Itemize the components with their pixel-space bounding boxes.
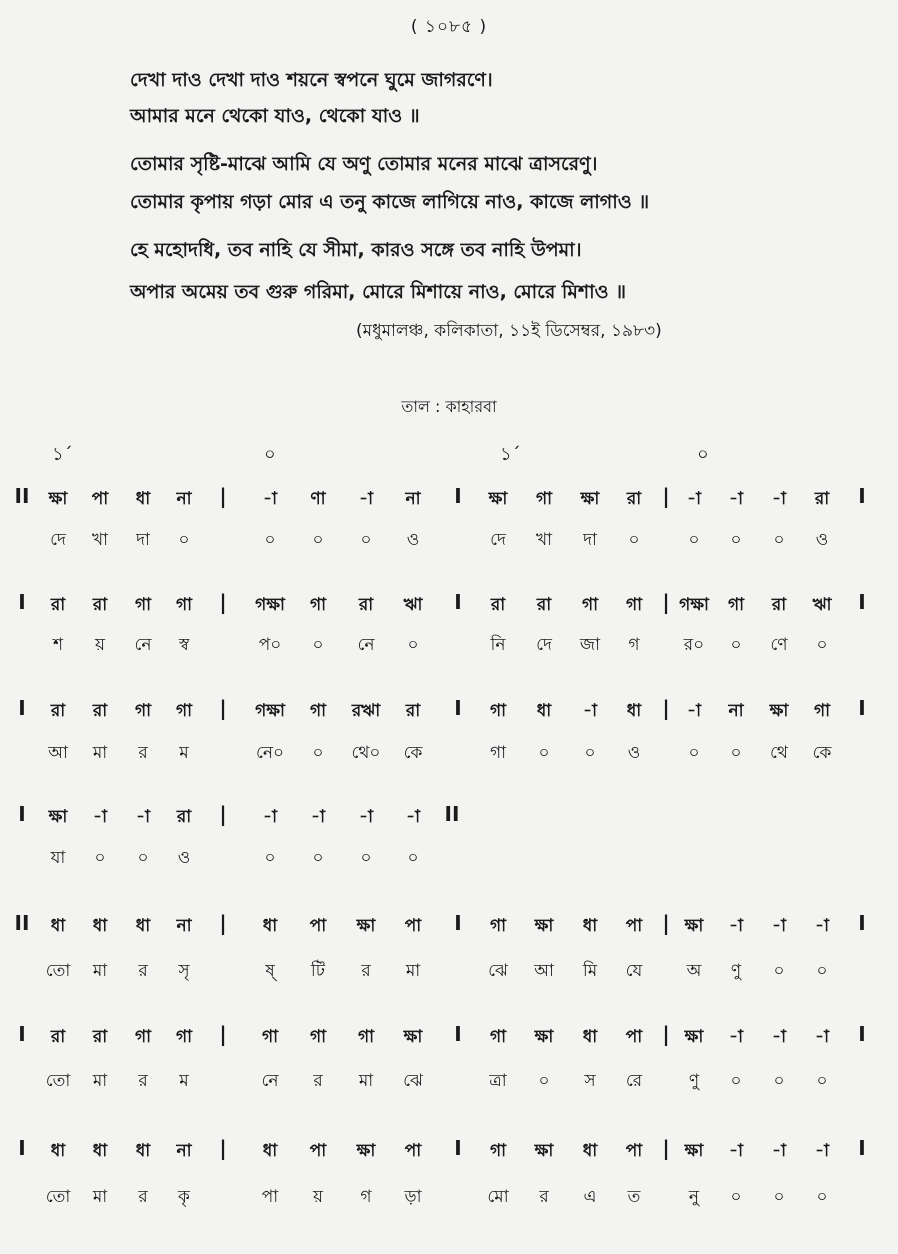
tala-heading: তাল : কাহারবা [401, 397, 497, 416]
lyric-syllable: ০ [407, 635, 419, 655]
swara-note: -া [772, 1141, 786, 1161]
lyric-syllable: মা [358, 1071, 374, 1091]
swara-note: -া [815, 916, 829, 936]
lyric-row [0, 845, 898, 875]
lyric-syllable: টি [310, 961, 326, 981]
source-citation: (মধুমালঞ্চ, কলিকাতা, ১১ই ডিসেম্বর, ১৯৮৩) [356, 321, 662, 341]
beat-mark-4: ০ [697, 444, 709, 465]
lyric-syllable: শ [52, 635, 64, 655]
swara-note: ক্ষা [356, 1141, 376, 1161]
page-number: ( ১০৮৫ ) [410, 17, 488, 37]
swara-note: গা [175, 1027, 193, 1047]
lyric-syllable: মো [487, 1187, 509, 1207]
lyric-syllable: নে [261, 1071, 279, 1091]
swara-note: না [176, 916, 192, 936]
right-barline: I [858, 484, 866, 508]
left-barline: I [18, 1022, 26, 1046]
swara-note: ক্ষা [356, 916, 376, 936]
lyric-syllable: র [313, 1071, 323, 1091]
swara-note: রা [50, 701, 66, 721]
lyric-syllable: ০ [407, 848, 419, 868]
swara-note: রা [626, 489, 642, 509]
lyric-syllable: র [138, 961, 148, 981]
lyric-syllable: ণু [730, 961, 742, 981]
lyric-syllable: তো [45, 1187, 71, 1207]
swara-note: গা [175, 595, 193, 615]
right-barline: I [858, 590, 866, 614]
barline: | [219, 1136, 227, 1160]
lyric-syllable: ০ [730, 635, 742, 655]
poem-line-4: তোমার কৃপায় গড়া মোর এ তনু কাজে লাগিয়ে নাও, কাজে লাগাও ॥ [130, 191, 650, 213]
lyric-syllable: ০ [816, 1071, 828, 1091]
swara-note: -া [729, 1027, 743, 1047]
lyric-syllable: নু [688, 1187, 700, 1207]
left-barline: I [18, 1136, 26, 1160]
swara-note: ধা [135, 1141, 151, 1161]
lyric-syllable: ত [627, 1187, 641, 1207]
lyric-syllable: দা [583, 530, 597, 550]
lyric-syllable: র [138, 743, 148, 763]
lyric-syllable: দে [536, 635, 552, 655]
swara-note: -া [729, 489, 743, 509]
swara-note: -া [311, 807, 325, 827]
swara-note: ঋা [812, 595, 832, 615]
lyric-syllable: আ [534, 961, 554, 981]
lyric-syllable: সৃ [178, 961, 190, 981]
swara-note: রা [490, 595, 506, 615]
swara-note: -া [772, 1027, 786, 1047]
barline: | [219, 911, 227, 935]
swara-note: -া [583, 701, 597, 721]
lyric-syllable: অ [686, 961, 702, 981]
swara-note: ক্ষা [534, 1141, 554, 1161]
right-barline: I [858, 696, 866, 720]
swara-note: রা [92, 701, 108, 721]
swara-note: -া [687, 489, 701, 509]
right-barline: II [444, 802, 460, 826]
swara-note: ণা [310, 489, 326, 509]
swara-note: পা [625, 916, 643, 936]
lyric-syllable: ০ [94, 848, 106, 868]
lyric-syllable: ও [177, 848, 191, 868]
swara-note: ধা [582, 1141, 598, 1161]
lyric-syllable: নে০ [255, 743, 285, 763]
lyric-syllable: ০ [773, 961, 785, 981]
lyric-syllable: ত্রা [489, 1071, 507, 1091]
swara-note: গা [309, 595, 327, 615]
lyric-syllable: আ [48, 743, 68, 763]
swara-note: পা [309, 1141, 327, 1161]
barline: I [454, 911, 462, 935]
lyric-syllable: ও [627, 743, 641, 763]
swara-note: ক্ষা [580, 489, 600, 509]
swara-note: ধা [50, 916, 66, 936]
swara-note: রা [92, 1027, 108, 1047]
swara-note: -া [263, 807, 277, 827]
lyric-syllable: কে [403, 743, 423, 763]
poem-line-1: দেখা দাও দেখা দাও শয়নে স্বপনে ঘুমে জাগরণে। [130, 69, 493, 91]
lyric-syllable: ষ্ [265, 961, 275, 981]
swara-row [0, 486, 898, 516]
swara-note: রা [771, 595, 787, 615]
lyric-syllable: দে [50, 530, 66, 550]
lyric-syllable: থে [770, 743, 788, 763]
swara-note: রা [176, 807, 192, 827]
lyric-syllable: র [361, 961, 371, 981]
swara-note: -া [93, 807, 107, 827]
barline: | [662, 1022, 670, 1046]
lyric-syllable: ঝে [488, 961, 508, 981]
lyric-row [0, 958, 898, 988]
lyric-syllable: দে [490, 530, 506, 550]
lyric-syllable: ০ [264, 848, 276, 868]
poem-line-5: হে মহোদধি, তব নাহি যে সীমা, কারও সঙ্গে তব নাহি উপমা। [130, 239, 582, 261]
swara-note: ধা [626, 701, 642, 721]
lyric-syllable: ০ [730, 530, 742, 550]
barline: | [219, 1022, 227, 1046]
barline: I [454, 696, 462, 720]
swara-note: ধা [92, 1141, 108, 1161]
poem-line-6: অপার অমেয় তব গুরু গরিমা, মোরে মিশায়ে নাও, মোরে মিশাও ॥ [130, 281, 626, 303]
swara-note: ক্ষা [488, 489, 508, 509]
lyric-syllable: ০ [538, 1071, 550, 1091]
right-barline: I [858, 1136, 866, 1160]
swara-note: গা [489, 1141, 507, 1161]
lyric-syllable: স্ব [178, 635, 190, 655]
swara-note: ধা [582, 1027, 598, 1047]
swara-row [0, 1024, 898, 1054]
right-barline: I [858, 911, 866, 935]
swara-note: রা [92, 595, 108, 615]
lyric-syllable: ০ [773, 1071, 785, 1091]
beat-mark-1: ১´ [52, 444, 73, 465]
swara-row [0, 913, 898, 943]
swara-note: ধা [50, 1141, 66, 1161]
lyric-syllable: ০ [312, 848, 324, 868]
swara-note: -া [772, 489, 786, 509]
swara-note: -া [729, 916, 743, 936]
left-barline: II [14, 484, 30, 508]
swara-note: গক্ষা [255, 701, 285, 721]
swara-note: রা [358, 595, 374, 615]
lyric-syllable: ০ [312, 743, 324, 763]
left-barline: II [14, 911, 30, 935]
barline: | [662, 590, 670, 614]
swara-note: ধা [135, 489, 151, 509]
poem-line-3: তোমার সৃষ্টি-মাঝে আমি যে অণু তোমার মনের মাঝে ত্রাসরেণু। [130, 153, 598, 175]
lyric-syllable: কৃ [178, 1187, 190, 1207]
lyric-syllable: ম [179, 743, 189, 763]
swara-note: না [728, 701, 744, 721]
lyric-syllable: মি [582, 961, 598, 981]
lyric-syllable: কে [812, 743, 832, 763]
barline: I [454, 590, 462, 614]
swara-row [0, 1138, 898, 1168]
swara-note: গা [489, 1027, 507, 1047]
swara-note: -া [406, 807, 420, 827]
barline: I [454, 1136, 462, 1160]
swara-note: না [405, 489, 421, 509]
lyric-syllable: গ [628, 635, 640, 655]
lyric-syllable: ০ [312, 530, 324, 550]
swara-note: গক্ষা [679, 595, 709, 615]
swara-note: রা [536, 595, 552, 615]
lyric-syllable: নে [357, 635, 375, 655]
lyric-syllable: স [584, 1071, 596, 1091]
swara-note: গক্ষা [255, 595, 285, 615]
lyric-syllable: রে [625, 1071, 643, 1091]
lyric-syllable: ও [815, 530, 829, 550]
lyric-syllable: ও [406, 530, 420, 550]
lyric-syllable: মা [92, 1187, 108, 1207]
swara-note: ধা [536, 701, 552, 721]
lyric-syllable: য় [94, 635, 105, 655]
swara-note: রা [50, 1027, 66, 1047]
lyric-syllable: র০ [683, 635, 705, 655]
swara-note: ক্ষা [403, 1027, 423, 1047]
lyric-syllable: গ [360, 1187, 372, 1207]
lyric-syllable: খা [91, 530, 109, 550]
poem-line-2: আমার মনে থেকো যাও, থেকো যাও ॥ [130, 105, 420, 127]
swara-row [0, 804, 898, 834]
swara-note: গা [175, 701, 193, 721]
swara-note: পা [404, 1141, 422, 1161]
right-barline: I [858, 1022, 866, 1046]
swara-note: ক্ষা [684, 1027, 704, 1047]
swara-note: -া [729, 1141, 743, 1161]
swara-row [0, 592, 898, 622]
beat-mark-2: ০ [264, 444, 276, 465]
lyric-syllable: ০ [360, 530, 372, 550]
barline: I [454, 1022, 462, 1046]
lyric-syllable: মা [405, 961, 421, 981]
swara-note: গা [813, 701, 831, 721]
lyric-syllable: যে [625, 961, 643, 981]
lyric-syllable: ০ [178, 530, 190, 550]
left-barline: I [18, 590, 26, 614]
lyric-syllable: ০ [816, 961, 828, 981]
swara-note: রা [405, 701, 421, 721]
swara-note: গা [489, 916, 507, 936]
swara-note: না [176, 1141, 192, 1161]
barline: | [662, 1136, 670, 1160]
lyric-syllable: যা [50, 848, 66, 868]
lyric-syllable: জা [579, 635, 601, 655]
lyric-syllable: ০ [688, 743, 700, 763]
swara-note: গা [727, 595, 745, 615]
swara-note: -া [815, 1141, 829, 1161]
swara-note: গা [625, 595, 643, 615]
lyric-syllable: প০ [258, 635, 282, 655]
swara-note: ক্ষা [534, 1027, 554, 1047]
lyric-syllable: ০ [584, 743, 596, 763]
lyric-syllable: ০ [816, 635, 828, 655]
swara-note: -া [687, 701, 701, 721]
lyric-row [0, 632, 898, 662]
lyric-syllable: ০ [773, 1187, 785, 1207]
swara-note: না [176, 489, 192, 509]
barline: | [219, 484, 227, 508]
lyric-syllable: ড়া [404, 1187, 422, 1207]
swara-note: ক্ষা [48, 489, 68, 509]
lyric-syllable: মা [92, 961, 108, 981]
swara-note: ঋা [403, 595, 423, 615]
barline: | [219, 696, 227, 720]
lyric-syllable: গা [489, 743, 507, 763]
swara-note: ধা [262, 916, 278, 936]
swara-note: পা [625, 1027, 643, 1047]
lyric-syllable: মা [92, 743, 108, 763]
swara-note: গা [134, 1027, 152, 1047]
swara-note: গা [535, 489, 553, 509]
swara-note: গা [261, 1027, 279, 1047]
lyric-syllable: ০ [730, 743, 742, 763]
lyric-syllable: খা [535, 530, 553, 550]
left-barline: I [18, 696, 26, 720]
lyric-syllable: মা [92, 1071, 108, 1091]
barline: | [662, 484, 670, 508]
swara-note: গা [489, 701, 507, 721]
left-barline: I [18, 802, 26, 826]
barline: | [662, 911, 670, 935]
lyric-syllable: ০ [312, 635, 324, 655]
lyric-syllable: তো [45, 1071, 71, 1091]
lyric-syllable: ঝে [403, 1071, 423, 1091]
swara-note: রা [814, 489, 830, 509]
lyric-syllable: ০ [816, 1187, 828, 1207]
swara-note: -া [263, 489, 277, 509]
lyric-row [0, 740, 898, 770]
swara-note: গা [581, 595, 599, 615]
lyric-row [0, 1068, 898, 1098]
swara-note: গা [309, 1027, 327, 1047]
lyric-syllable: ০ [628, 530, 640, 550]
swara-note: গা [134, 701, 152, 721]
swara-note: -া [359, 489, 373, 509]
swara-note: ক্ষা [684, 916, 704, 936]
lyric-syllable: দা [136, 530, 150, 550]
lyric-syllable: এ [583, 1187, 597, 1207]
swara-note: -া [772, 916, 786, 936]
lyric-syllable: ০ [137, 848, 149, 868]
swara-note: গা [309, 701, 327, 721]
barline: | [219, 590, 227, 614]
swara-note: ক্ষা [769, 701, 789, 721]
swara-note: পা [404, 916, 422, 936]
lyric-syllable: ০ [688, 530, 700, 550]
lyric-syllable: ০ [773, 530, 785, 550]
lyric-syllable: র [138, 1071, 148, 1091]
swara-note: পা [309, 916, 327, 936]
swara-note: -া [815, 1027, 829, 1047]
swara-note: ধা [135, 916, 151, 936]
swara-note: ধা [92, 916, 108, 936]
swara-note: রা [50, 595, 66, 615]
barline: I [454, 484, 462, 508]
lyric-row [0, 1184, 898, 1214]
swara-note: ক্ষা [48, 807, 68, 827]
barline: | [219, 802, 227, 826]
lyric-syllable: ম [179, 1071, 189, 1091]
swara-note: ক্ষা [684, 1141, 704, 1161]
lyric-syllable: ০ [730, 1187, 742, 1207]
lyric-syllable: ০ [730, 1071, 742, 1091]
lyric-syllable: ০ [360, 848, 372, 868]
lyric-syllable: র [138, 1187, 148, 1207]
swara-note: গা [357, 1027, 375, 1047]
lyric-syllable: র [539, 1187, 549, 1207]
beat-mark-3: ১´ [500, 444, 521, 465]
barline: | [662, 696, 670, 720]
lyric-syllable: য় [312, 1187, 323, 1207]
swara-row [0, 698, 898, 728]
lyric-syllable: নি [490, 635, 506, 655]
swara-note: ধা [582, 916, 598, 936]
swara-note: রঋা [351, 701, 381, 721]
swara-note: পা [625, 1141, 643, 1161]
lyric-syllable: ণু [688, 1071, 700, 1091]
swara-note: -া [136, 807, 150, 827]
swara-note: পা [91, 489, 109, 509]
lyric-syllable: থে০ [351, 743, 381, 763]
lyric-syllable: তো [45, 961, 71, 981]
swara-note: গা [134, 595, 152, 615]
lyric-syllable: নে [134, 635, 152, 655]
lyric-syllable: পা [261, 1187, 279, 1207]
lyric-syllable: ০ [264, 530, 276, 550]
swara-note: ক্ষা [534, 916, 554, 936]
lyric-row [0, 527, 898, 557]
lyric-syllable: ০ [538, 743, 550, 763]
lyric-syllable: ণে [770, 635, 788, 655]
swara-note: -া [359, 807, 373, 827]
swara-note: ধা [262, 1141, 278, 1161]
